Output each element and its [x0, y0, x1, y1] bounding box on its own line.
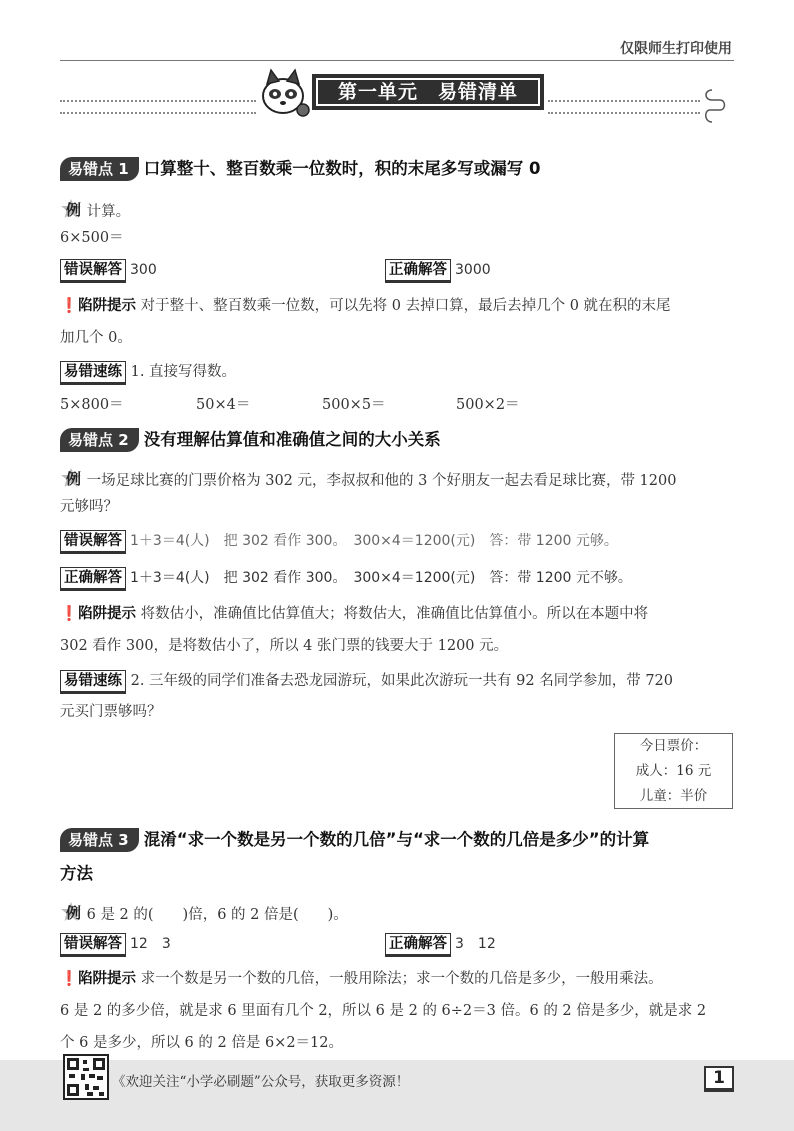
trap-hint-label: ❗陷阱提示: [60, 298, 137, 314]
section-2-heading: [60, 426, 441, 452]
problem: 6×500＝: [60, 230, 124, 246]
wrong-answer-value: 12 3: [130, 936, 171, 952]
example-text-line-2: 元够吗？: [60, 499, 118, 515]
error-point-tag: 易错点 2: [60, 428, 139, 452]
section-title: 混淆“求一个数是另一个数的几倍”与“求一个数的几倍是多少”的计算: [143, 830, 650, 849]
wrong-answer-value: 1＋3＝4(人) 把 302 看作 300。 300×4＝1200(元) 答：带 1200 元够。: [130, 533, 618, 549]
right-answer-value: 3000: [455, 262, 491, 278]
right-answer-row: [60, 567, 632, 591]
wrong-answer-label: 错误解答: [60, 933, 126, 957]
price-adult: 成人：16 元: [635, 763, 712, 779]
title-dots-left: [60, 100, 256, 114]
error-point-tag: 易错点 1: [60, 157, 139, 181]
practice-row: [60, 361, 236, 385]
example-text: 6 是 2 的( )倍，6 的 2 倍是( )。: [86, 907, 348, 923]
error-point-tag: 易错点 3: [60, 828, 139, 852]
practice-text: 2. 三年级的同学们准备去恐龙园游玩，如果此次游玩一共有 92 名同学参加，带 720: [130, 673, 674, 689]
footer-text: 《欢迎关注“小学必刷题”公众号，获取更多资源！: [112, 1074, 410, 1090]
wrong-answer-row: [60, 530, 618, 554]
star-icon: 例: [60, 467, 82, 489]
practice-label: 易错速练: [60, 670, 126, 694]
example-row: [60, 901, 348, 925]
practice-item: 5×800＝: [60, 397, 124, 413]
wrong-answer-value: 300: [130, 262, 157, 278]
trap-hint-line-1: ❗陷阱提示 将数估小，准确值比估算值大；将数估大，准确值比估算值小。所以在本题中将: [60, 606, 649, 622]
page-number: 1: [704, 1066, 734, 1092]
trap-hint-line-1: ❗陷阱提示 求一个数是另一个数的几倍，一般用除法；求一个数的几倍是多少，一般用乘法。: [60, 971, 663, 987]
section-title: 口算整十、整百数乘一位数时，积的末尾多写或漏写 0: [143, 159, 541, 178]
wrong-answer-label: 错误解答: [60, 259, 126, 283]
wrong-answer-row: [60, 259, 157, 283]
section-title-line-2: 方法: [60, 864, 93, 883]
section-3-heading: [60, 826, 649, 852]
practice-row: [60, 670, 673, 694]
ticket-price-box: [614, 733, 733, 809]
trap-hint-line-2: 6 是 2 的多少倍，就是求 6 里面有几个 2，所以 6 是 2 的 6÷2＝3 倍。6 的 2 倍是多少，就是求 2: [60, 1003, 707, 1019]
section-1-heading: [60, 155, 541, 181]
right-answer-label: 正确解答: [60, 567, 126, 591]
practice-item: 500×2＝: [456, 397, 520, 413]
right-answer-label: 正确解答: [385, 259, 451, 283]
star-icon: 例: [60, 901, 82, 923]
price-box-title: 今日票价：: [639, 738, 708, 754]
example-row: [60, 198, 130, 222]
title-dots-right: [548, 100, 700, 114]
practice-text-line-2: 元买门票够吗？: [60, 704, 162, 720]
section-title: 没有理解估算值和准确值之间的大小关系: [143, 430, 441, 449]
right-answer-label: 正确解答: [385, 933, 451, 957]
header-note: 仅限师生打印使用: [620, 41, 732, 57]
star-icon: 例: [60, 198, 82, 220]
practice-label: 易错速练: [60, 361, 126, 385]
right-answer-row: [385, 933, 496, 957]
right-answer-value: 3 12: [455, 936, 496, 952]
header-rule: [60, 60, 734, 61]
raccoon-mascot-icon: [255, 66, 311, 118]
trap-hint-line-2: 加几个 0。: [60, 330, 132, 346]
right-answer-value: 1＋3＝4(人) 把 302 看作 300。 300×4＝1200(元) 答：带 1200 元不够。: [130, 570, 632, 586]
trap-hint-label: ❗陷阱提示: [60, 971, 137, 987]
example-row: [60, 467, 676, 491]
trap-hint-line-3: 个 6 是多少，所以 6 的 2 倍是 6×2＝12。: [60, 1035, 343, 1051]
practice-item: 500×5＝: [322, 397, 386, 413]
example-text: 一场足球比赛的门票价格为 302 元，李叔叔和他的 3 个好朋友一起去看足球比赛，带 1200: [86, 473, 677, 489]
trap-hint-line-2: 302 看作 300，是将数估小了，所以 4 张门票的钱要大于 1200 元。: [60, 638, 509, 654]
qr-code-icon[interactable]: [63, 1054, 109, 1100]
unit-title: 第一单元 易错清单: [312, 74, 544, 110]
trap-hint-line-1: ❗陷阱提示 对于整十、整百数乘一位数，可以先将 0 去掉口算，最后去掉几个 0 就在积的末尾: [60, 298, 671, 314]
example-text: 计算。: [86, 204, 131, 220]
wrong-answer-row: [60, 933, 171, 957]
price-child: 儿童：半价: [639, 788, 708, 804]
wrong-answer-label: 错误解答: [60, 530, 126, 554]
practice-text: 1. 直接写得数。: [130, 364, 237, 380]
practice-item: 50×4＝: [196, 397, 251, 413]
right-answer-row: [385, 259, 491, 283]
paperclip-icon: [700, 86, 730, 130]
trap-hint-label: ❗陷阱提示: [60, 606, 137, 622]
